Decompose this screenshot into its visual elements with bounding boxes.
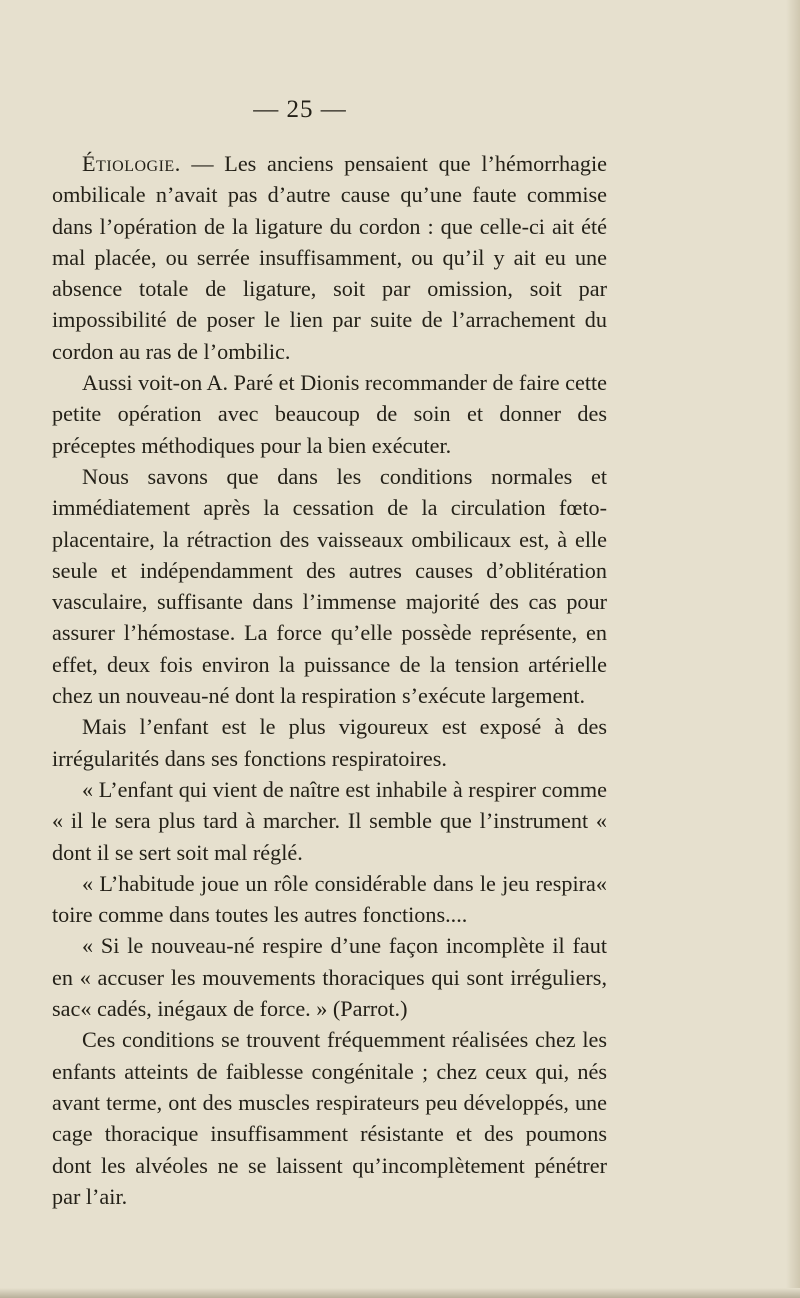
page-bottom-edge — [0, 1288, 800, 1298]
paragraph-text: Mais l’enfant est le plus vigoureux est exposé à des irrégularités dans ses fonctions respiratoires. — [52, 714, 607, 771]
quotation-text: « L’habitude joue un rôle considérable dans le jeu respira« toire comme dans toutes les autres fonctions.... — [52, 870, 607, 928]
paragraph — [52, 711, 607, 774]
quotation-paragraph — [52, 868, 607, 931]
paragraph-etiologie — [52, 148, 607, 367]
body-text — [52, 148, 607, 1212]
page-right-edge — [786, 0, 800, 1298]
page-number: — 25 — — [253, 96, 347, 123]
quotation-paragraph — [52, 774, 607, 868]
quotation-paragraph — [52, 930, 607, 1024]
paragraph — [52, 1024, 607, 1212]
paragraph — [52, 461, 607, 711]
paragraph — [52, 367, 607, 461]
quotation-text: « Si le nouveau-né respire d’une façon incomplète il faut en « accuser les mouvements thoraciques qui sont irréguliers, sac« cadés, inégaux de force. » (Parrot.) — [52, 933, 607, 1022]
quotation-text: « L’enfant qui vient de naître est inhabile à respirer comme « il le sera plus tard à marcher. Il semble que l’instrument « dont il se sert soit mal réglé. — [52, 776, 607, 865]
paragraph-text: — Les anciens pensaient que l’hémorrhagie ombilicale n’avait pas d’autre cause qu’une faute commise dans l’opération de la ligature du cordon : que celle-ci ait été mal placée, ou serrée insuffisamment, ou qu’il y ait eu une absence totale de ligature, soit par omission, soit par impossibilité de poser le lien par suite de l’arrachement du cordon au ras de l’ombilic. — [52, 151, 607, 364]
paragraph-text: Aussi voit-on A. Paré et Dionis recommander de faire cette petite opération avec beaucoup de soin et donner des préceptes méthodiques pour la bien exécuter. — [52, 370, 607, 458]
paragraph-text: Ces conditions se trouvent fréquemment réalisées chez les enfants atteints de faiblesse congénitale ; chez ceux qui, nés avant terme, ont des muscles respirateurs peu développés, une cage thoracique insuffisamment résistante et des poumons dont les alvéoles ne se laissent qu’incomplètement pénétrer par l’air. — [52, 1027, 607, 1209]
section-heading: Étiologie. — [82, 151, 181, 176]
paragraph-text: Nous savons que dans les conditions normales et immédiatement après la cessation de la circulation fœto-placentaire, la rétraction des vaisseaux ombilicaux est, à elle seule et indépendamment des autres causes d’oblitération vasculaire, suffisante dans l’immense majorité des cas pour assurer l’hémostase. La force qu’elle possède représente, en effet, deux fois environ la puissance de la tension artérielle chez un nouveau-né dont la respiration s’exécute largement. — [52, 463, 607, 709]
